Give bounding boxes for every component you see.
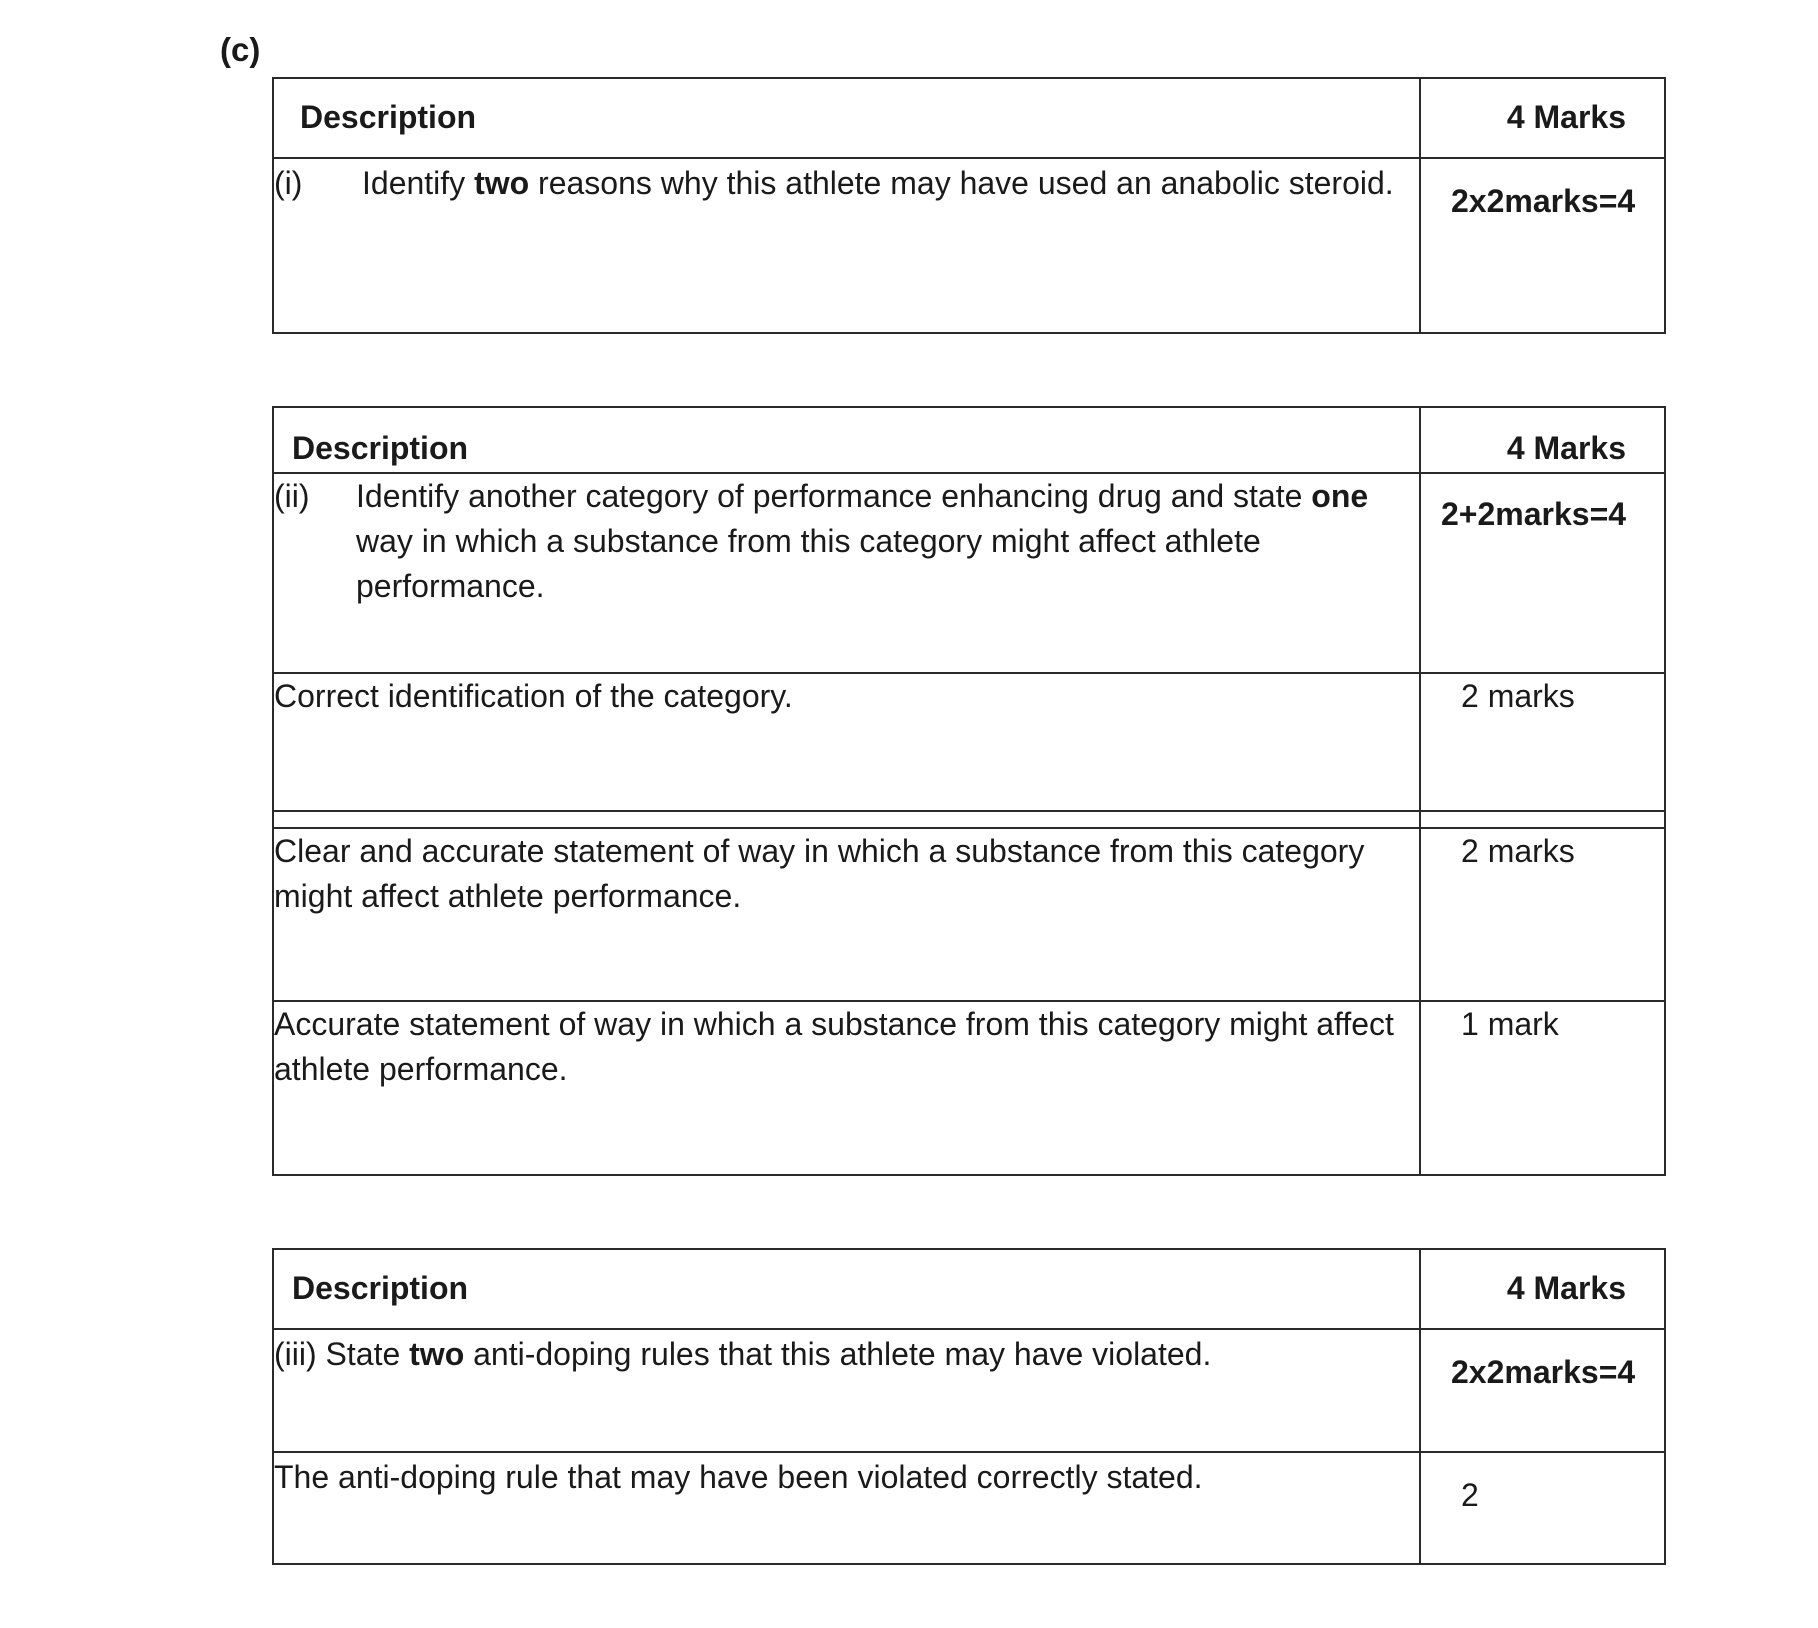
header-description-cell [273,1249,1420,1329]
criteria-cell [273,1452,1420,1564]
table-header-row [273,407,1665,473]
question-marks: 2x2marks=4 [1451,183,1636,219]
header-description: Description [300,99,477,135]
header-marks: 4 Marks [1506,1270,1626,1306]
header-marks: 4 Marks [1506,430,1626,466]
criteria-marks-cell [1420,1001,1665,1175]
criteria-cell [273,1001,1420,1175]
header-marks: 4 Marks [1506,99,1626,135]
criteria-text: Clear and accurate statement of way in which a substance from this category might affect athlete performance. [274,833,1365,914]
criteria-marks: 2 [1461,1477,1479,1513]
header-description-cell [273,407,1420,473]
mark-scheme-table-i [272,77,1666,334]
header-description: Description [292,430,469,466]
question-number: (i) [274,165,303,201]
question-marks-cell [1420,473,1665,673]
question-cell [273,1329,1420,1452]
criteria-row [273,1001,1665,1175]
spacer-cell [1420,811,1665,828]
criteria-text: Accurate statement of way in which a substance from this category might affect athlete performance. [274,1006,1394,1087]
criteria-text: The anti-doping rule that may have been violated correctly stated. [274,1459,1203,1495]
header-description-cell [273,78,1420,158]
criteria-text: Correct identification of the category. [274,678,793,714]
criteria-marks-cell [1420,1452,1665,1564]
criteria-marks: 1 mark [1461,1006,1559,1042]
question-number: (ii) [274,478,310,514]
header-marks-cell [1420,78,1665,158]
question-row [273,158,1665,333]
criteria-marks: 2 marks [1461,833,1575,869]
spacer-cell [273,811,1420,828]
header-description: Description [292,1270,469,1306]
question-cell [273,473,1420,673]
criteria-row [273,1452,1665,1564]
question-marks: 2x2marks=4 [1451,1354,1636,1390]
question-marks: 2+2marks=4 [1441,496,1627,532]
question-text: Identify two reasons why this athlete may have used an anabolic steroid. [362,165,1394,201]
question-text: (iii) State two anti-doping rules that this athlete may have violated. [274,1336,1212,1372]
header-marks-cell [1420,1249,1665,1329]
question-row [273,473,1665,673]
header-marks-cell [1420,407,1665,473]
criteria-cell [273,673,1420,811]
mark-scheme-table-iii [272,1248,1666,1565]
question-text: Identify another category of performance enhancing drug and state one way in which a substance from this category might affect athlete performance. [356,478,1369,604]
question-row [273,1329,1665,1452]
criteria-cell [273,828,1420,1001]
mark-scheme-table-ii [272,406,1666,1176]
spacer-row [273,811,1665,828]
criteria-row [273,673,1665,811]
criteria-marks-cell [1420,828,1665,1001]
criteria-marks-cell [1420,673,1665,811]
question-cell [273,158,1420,333]
table-header-row [273,1249,1665,1329]
question-marks-cell [1420,158,1665,333]
criteria-row [273,828,1665,1001]
section-label: (c) [220,31,261,68]
table-header-row [273,78,1665,158]
question-marks-cell [1420,1329,1665,1452]
criteria-marks: 2 marks [1461,678,1575,714]
